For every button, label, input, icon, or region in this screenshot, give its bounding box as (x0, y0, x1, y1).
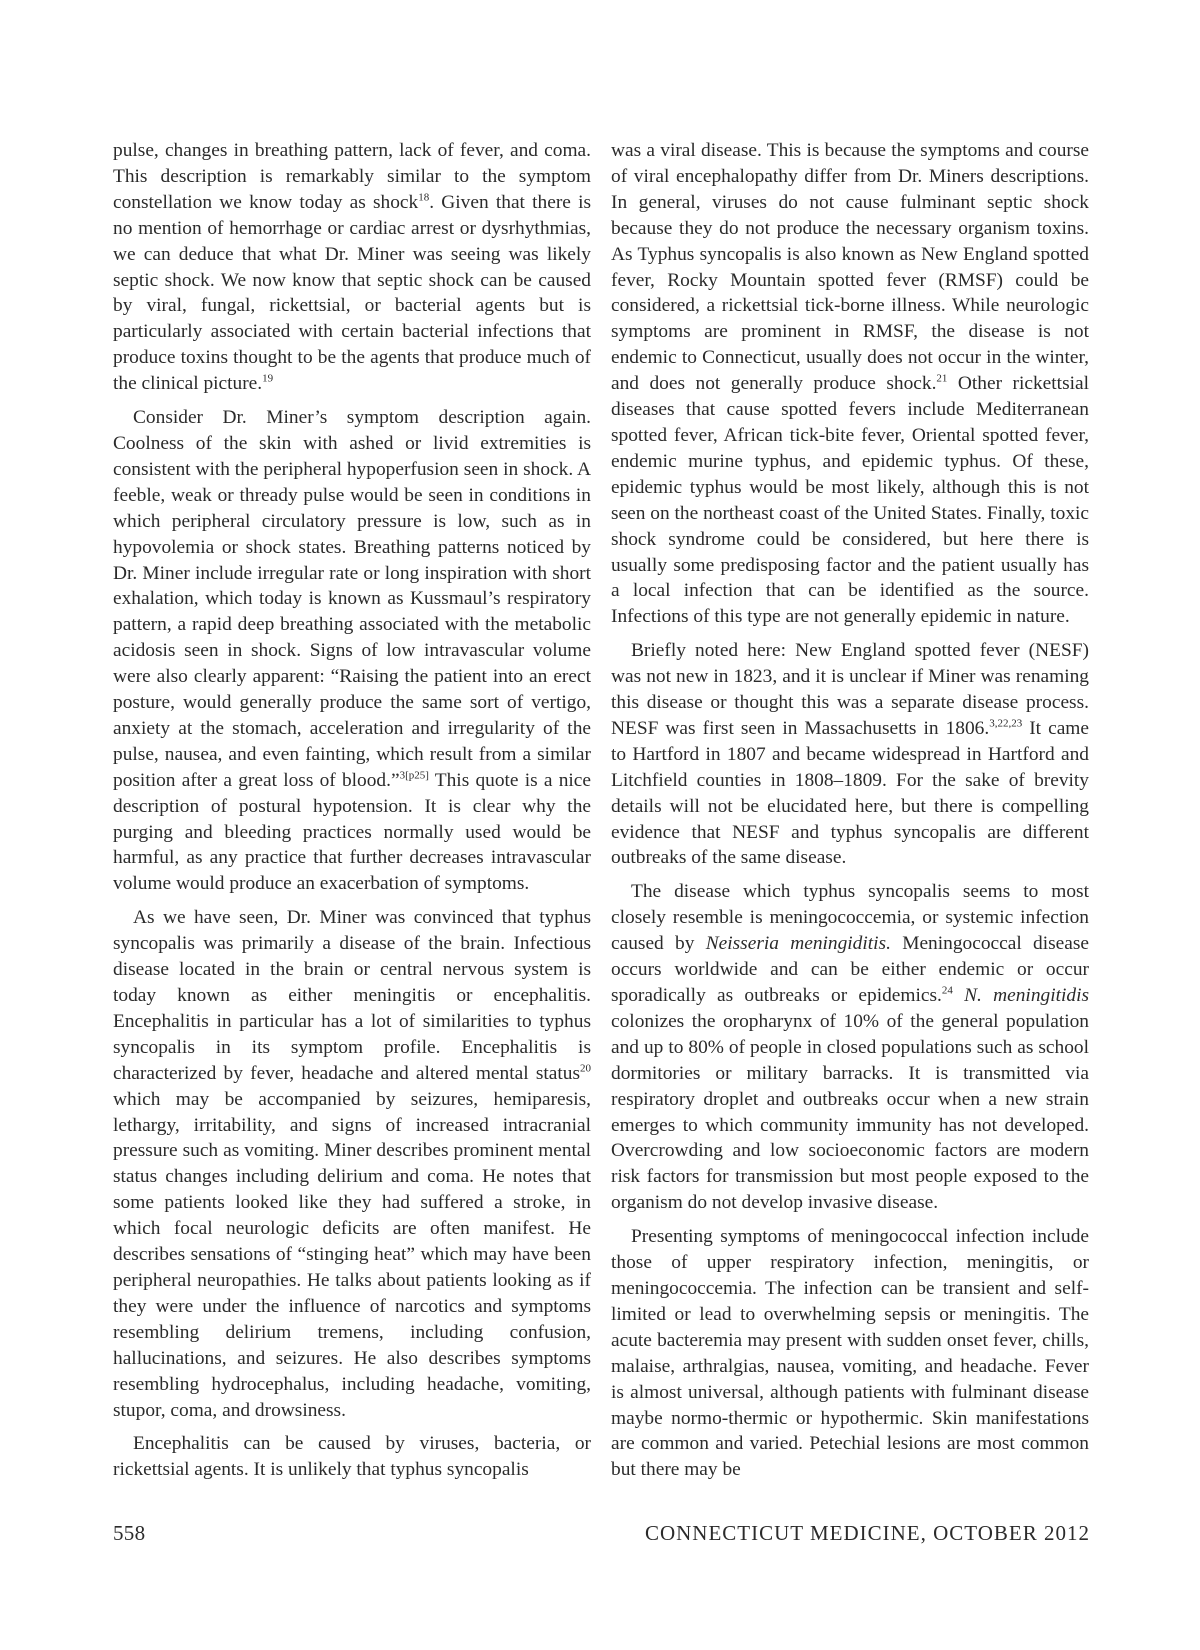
paragraph-text: As we have seen, Dr. Miner was convinced that typhus syncopalis was primarily a disease of the brain. Infectious disease located in the brain or central nervous system is today known as either meningitis or encephalitis. Encephalitis in particular has a lot of similarities to typhus syncopalis in its symptom profile. Encephalitis is characterized by fever, headache and altered mental status (113, 907, 591, 1084)
paragraph-text: colonizes the oropharynx of 10% of the general population and up to 80% of people in closed populations such as school dormitories or military barracks. It is transmitted via respiratory droplet and outbreaks occur when a new strain emerges to which community immunity has not developed. Overcrowding and low socioeconomic factors are modern risk factors for transmission but most people exposed to the organism do not develop invasive disease. (611, 1010, 1089, 1214)
paragraph-text: The disease which typhus syncopalis seems to most closely resemble is meningococcemia, or systemic infection caused by (611, 881, 1089, 955)
paragraph (113, 405, 591, 897)
paragraph (611, 879, 1089, 1216)
journal-footer: CONNECTICUT MEDICINE, OCTOBER 2012 (644, 1521, 1090, 1545)
citation: 3,22,23 (989, 717, 1023, 730)
paragraph (611, 638, 1089, 871)
paragraph-text: Encephalitis can be caused by viruses, bacteria, or rickettsial agents. It is unlikely that typhus syncopalis (113, 1433, 591, 1481)
right-column (611, 138, 1089, 1491)
citation: 24 (941, 984, 953, 997)
citation: 3[p25] (399, 769, 429, 782)
paragraph-text: Consider Dr. Miner’s symptom description again. Coolness of the skin with ashed or livid extremities is consistent with the peripheral hypoperfusion seen in shock. A feeble, weak or thready pulse would be seen in conditions in which peripheral circulatory pressure is low, such as in hypovolemia or shock states. Breathing patterns noticed by Dr. Miner include irregular rate or long inspiration with short exhalation, which today is known as Kussmaul’s respiratory pattern, a rapid deep breathing associated with the metabolic acidosis seen in shock. Signs of low intravascular volume were also clearly apparent: “Raising the patient into an erect posture, would generally produce the same sort of vertigo, anxiety at the stomach, acceleration and irregularity of the pulse, nausea, and even fainting, which result from a similar position after a great loss of blood.” (113, 407, 591, 791)
left-column (113, 138, 591, 1491)
citation: 20 (580, 1062, 591, 1075)
citation: 19 (262, 372, 274, 385)
paragraph-text: Presenting symptoms of meningococcal infection include those of upper respiratory infection, meningitis, or meningococcemia. The infection can be transient and self-limited or lead to overwhelming sepsis or meningitis. The acute bacteremia may present with sudden onset fever, chills, malaise, arthralgias, nausea, vomiting, and headache. Fever is almost universal, although patients with fulminant disease maybe normo-thermic or hypothermic. Skin manifestations are common and varied. Petechial lesions are most common but there may be (611, 1226, 1089, 1481)
paragraph-text: This quote is a nice description of postural hypotension. It is clear why the purging and bleeding practices normally used would be harmful, as any practice that further decreases intravascular volume would produce an exacerbation of symptoms. (113, 769, 591, 895)
paragraph-text: Other rickettsial diseases that cause spotted fevers include Mediterranean spotted fever, African tick-bite fever, Oriental spotted fever, endemic murine typhus, and epidemic typhus. Of these, epidemic typhus would be most likely, although this is not seen on the northeast coast of the United States. Finally, toxic shock syndrome could be considered, but here there is usually some predisposing factor and the patient usually has a local infection that can be identified as the source. Infections of this type are not generally epidemic in nature. (611, 373, 1090, 628)
paragraph (611, 138, 1089, 630)
paragraph-text: which may be accompanied by seizures, hemiparesis, lethargy, irritability, and signs of increased intracranial pressure such as vomiting. Miner describes prominent mental status changes including delirium and coma. He notes that some patients looked like they had suffered a stroke, in which focal neurologic deficits are often manifest. He describes sensations of “stinging heat” which may have been peripheral neuropathies. He talks about patients looking as if they were under the influence of narcotics and symptoms resembling delirium tremens, including confusion, hallucinations, and seizures. He also describes symptoms resembling hydrocephalus, including headache, vomiting, stupor, coma, and drowsiness. (113, 1088, 591, 1421)
paragraph (611, 1224, 1089, 1483)
paragraph (113, 1431, 591, 1483)
page-number: 558 (113, 1521, 146, 1545)
italic-term: Neisseria meningiditis. (705, 933, 891, 955)
paragraph-text: . Given that there is no mention of hemorrhage or cardiac arrest or dysrhythmias, we can deduce that what Dr. Miner was seeing was likely septic shock. We now know that septic shock can be caused by viral, fungal, rickettsial, or bacterial agents but is particularly associated with certain bacterial infections that produce toxins thought to be the agents that produce much of the clinical picture. (113, 191, 592, 395)
paragraph (113, 138, 591, 397)
citation: 21 (936, 372, 948, 385)
paragraph (113, 905, 591, 1423)
paragraph-text: pulse, changes in breathing pattern, lack of fever, and coma. This description is remarkably similar to the symptom constellation we know today as shock (113, 140, 591, 213)
paragraph-text: Briefly noted here: New England spotted fever (NESF) was not new in 1823, and it is unclear if Miner was renaming this disease or thought this was a separate disease process. NESF was first seen in Massachusetts in 1806. (611, 640, 1089, 739)
citation: 18 (418, 191, 430, 204)
italic-term: N. meningitidis (952, 985, 1090, 1006)
paragraph-text: was a viral disease. This is because the symptoms and course of viral encephalopathy differ from Dr. Miners descriptions. In general, viruses do not cause fulminant septic shock because they do not produce the necessary organism toxins. As Typhus syncopalis is also known as New England spotted fever, Rocky Mountain spotted fever (RMSF) could be considered, a rickettsial tick-borne illness. While neurologic symptoms are prominent in RMSF, the disease is not endemic to Connecticut, usually does not occur in the winter, and does not generally produce shock. (611, 140, 1089, 395)
paragraph-text: It came to Hartford in 1807 and became widespread in Hartford and Litchfield counties in 1808–1809. For the sake of brevity details will not be elucidated here, but there is compelling evidence that NESF and typhus syncopalis are different outbreaks of the same disease. (611, 717, 1089, 869)
paragraph-text: Meningococcal disease occurs worldwide and can be either endemic or occur sporadically as outbreaks or epidemics. (611, 933, 1089, 1006)
